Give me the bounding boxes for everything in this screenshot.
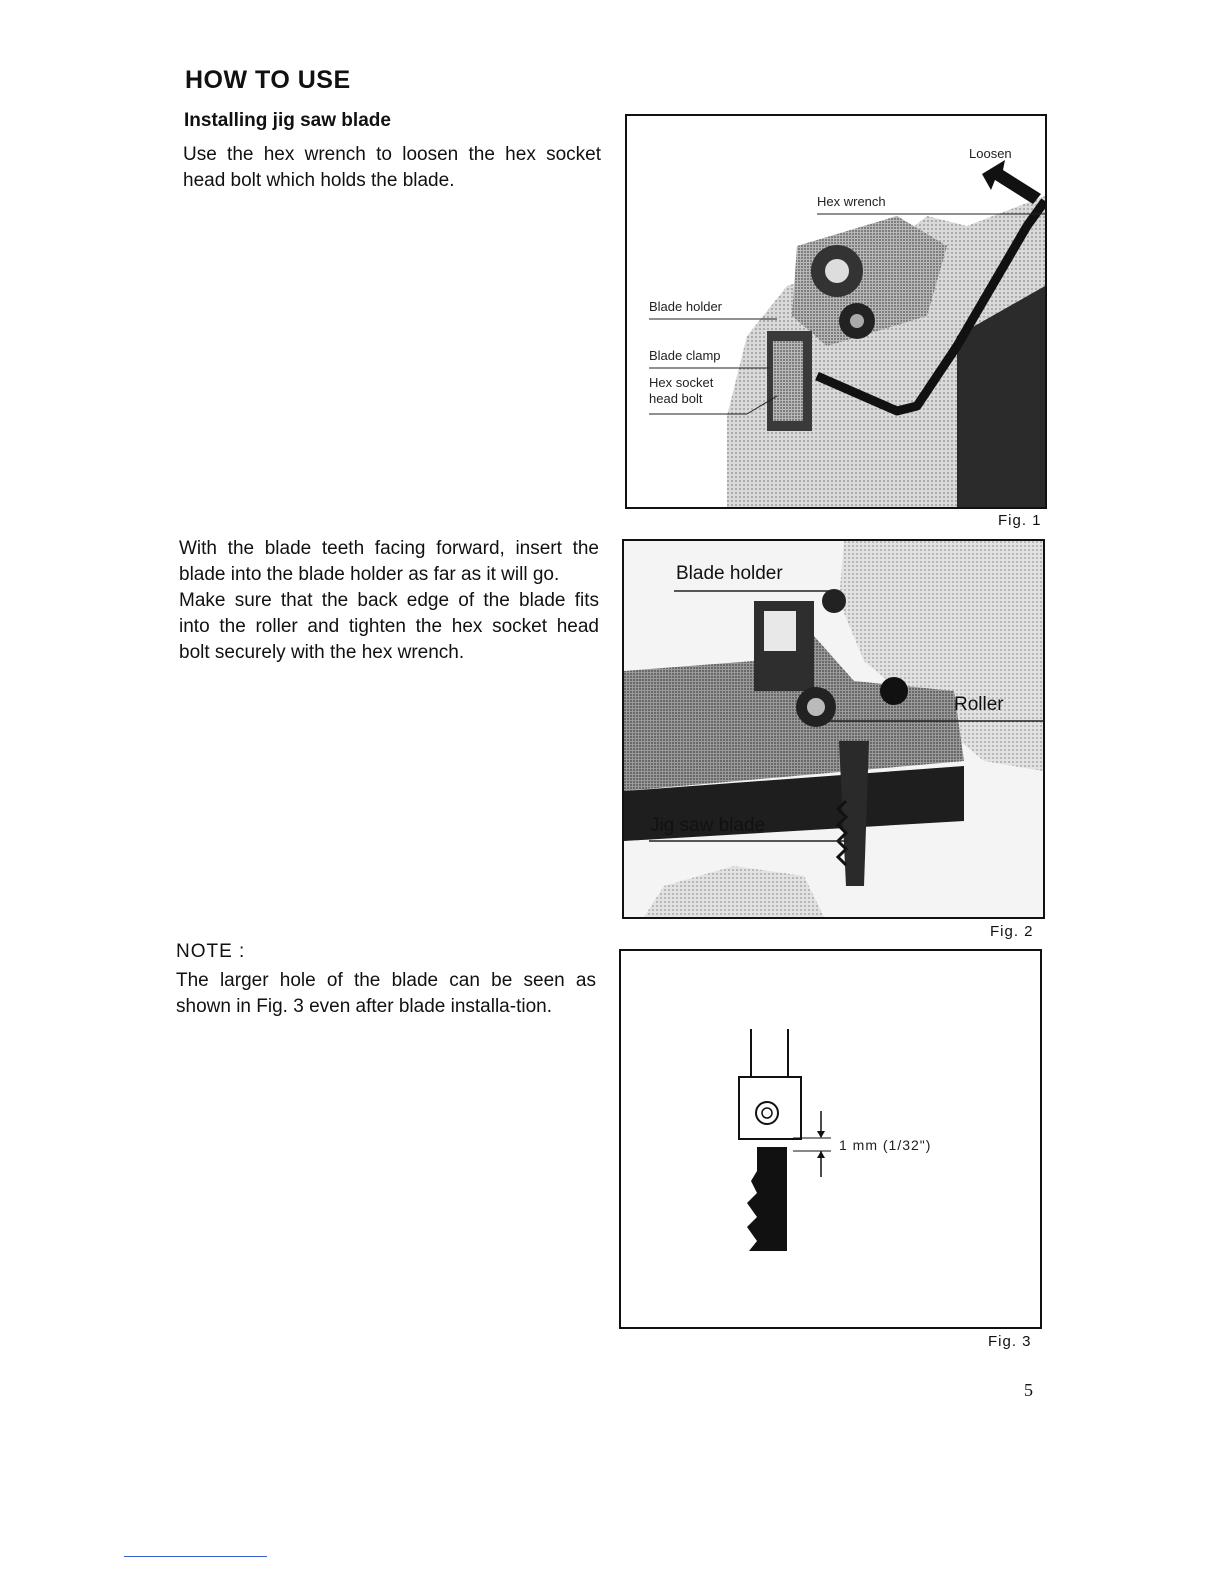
section-subtitle: Installing jig saw blade [184,110,391,131]
fig1-label-blade-clamp: Blade clamp [649,348,721,363]
paragraph-insert-blade-2: Make sure that the back edge of the blade fits into the roller and tighten the hex socket head bolt securely with the hex wrench. [179,590,599,663]
fig1-label-hex-socket: Hex socket [649,375,714,390]
figure-1-caption: Fig. 1 [998,512,1042,529]
figure-1-photo [625,114,1047,509]
figure-2-illustration [624,541,1043,917]
fig2-label-roller: Roller [954,694,1004,715]
footer-rule [124,1556,267,1557]
figure-3-caption: Fig. 3 [988,1333,1032,1350]
paragraph-loosen-bolt: Use the hex wrench to loosen the hex socket head bolt which holds the blade. [183,144,601,191]
note-label: NOTE : [176,941,246,962]
fig2-label-blade-holder: Blade holder [676,563,783,584]
fig2-label-jig-saw-blade: Jig saw blade [650,815,766,836]
fig1-label-blade-holder: Blade holder [649,299,722,314]
fig1-label-loosen: Loosen [969,146,1012,161]
figure-2-photo [622,539,1045,919]
figure-2-caption: Fig. 2 [990,923,1034,940]
fig1-label-head-bolt: head bolt [649,391,703,406]
page-number: 5 [1024,1380,1033,1400]
note-text: The larger hole of the blade can be seen as shown in Fig. 3 even after blade installa-tion. [176,970,596,1017]
section-title: HOW TO USE [185,66,351,94]
fig1-label-hex-wrench: Hex wrench [817,194,886,209]
paragraph-insert-blade-1: With the blade teeth facing forward, insert the blade into the blade holder as far as it will go. [179,538,599,585]
fig3-dimension-label: 1 mm (1/32") [839,1137,932,1153]
figure-3-illustration [621,951,1040,1327]
paragraph-insert-blade [179,536,599,666]
figure-3-diagram [619,949,1042,1329]
